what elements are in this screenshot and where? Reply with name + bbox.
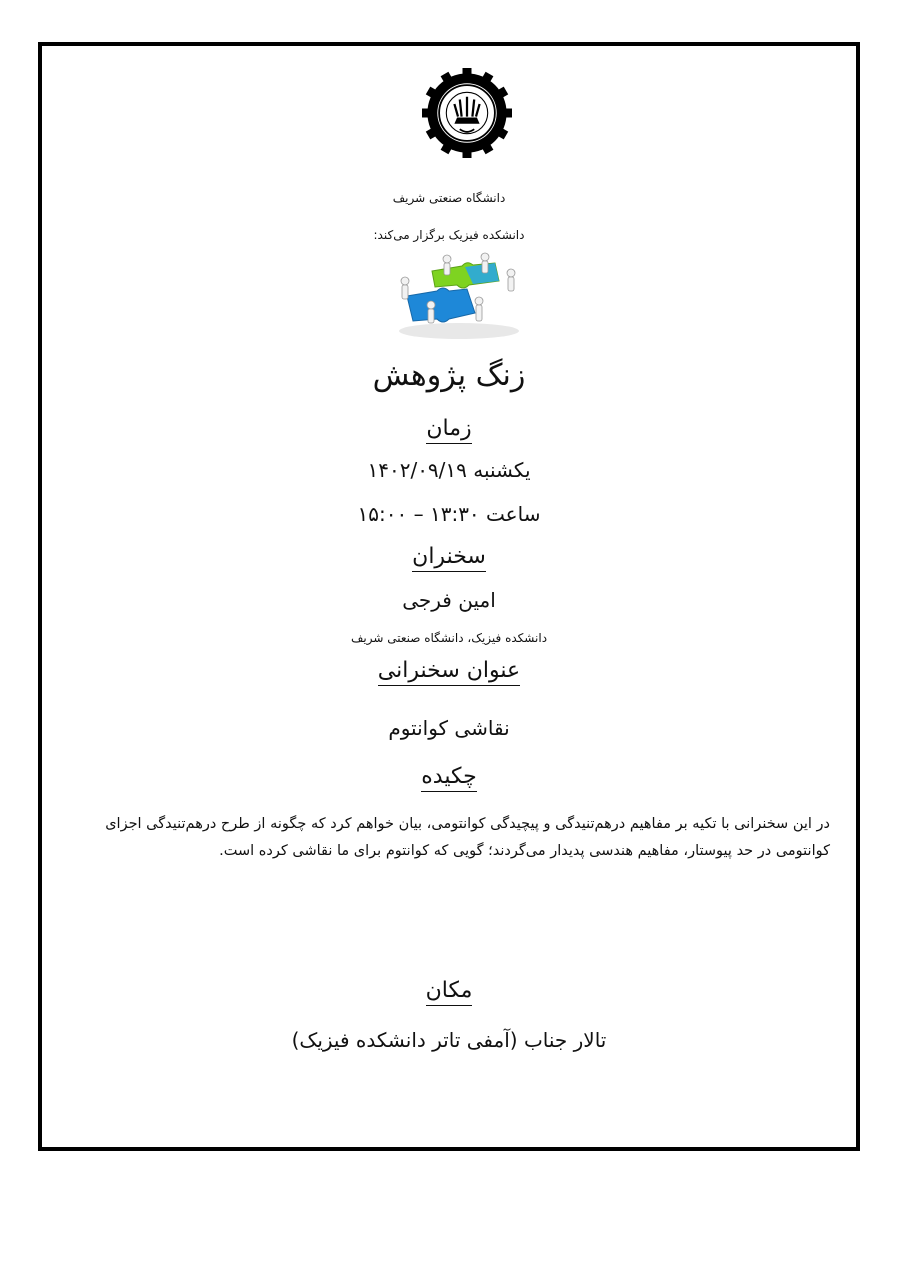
venue: تالار جناب (آمفی تاتر دانشکده فیزیک) <box>291 1028 607 1052</box>
host-line: دانشکده فیزیک برگزار می‌کند: <box>373 228 525 242</box>
abstract-text: در این سخنرانی با تکیه بر مفاهیم درهم‌تنیدگی و پیچیدگی کوانتومی، بیان خواهم کرد که چگونه از طرح درهم‌تنیدگی اجزای کوانتومی در حد پیوستار، مفاهیم هندسی پدیدار می‌گردند؛ گویی که کوانتوم برای ما نقاشی کرده است. <box>105 816 830 859</box>
event-date: یکشنبه ۱۴۰۲/۰۹/۱۹ <box>367 458 531 482</box>
place-heading: مکان <box>42 978 856 1003</box>
event-title: زنگ پژوهش <box>372 358 526 393</box>
time-heading: زمان <box>42 416 856 441</box>
speaker-name: امین فرجی <box>402 588 496 612</box>
abstract-heading: چکیده <box>42 764 856 789</box>
university-logo <box>422 68 512 158</box>
talk-heading: عنوان سخنرانی <box>42 658 856 683</box>
speaker-heading: سخنران <box>42 544 856 569</box>
event-hours: ساعت ۱۳:۳۰ – ۱۵:۰۰ <box>357 502 541 526</box>
puzzle-illustration <box>387 251 527 343</box>
poster-frame <box>38 42 860 1151</box>
talk-title: نقاشی کوانتوم <box>388 716 510 740</box>
speaker-affiliation: دانشکده فیزیک، دانشگاه صنعتی شریف <box>350 631 548 645</box>
university-name: دانشگاه صنعتی شریف <box>392 191 506 205</box>
